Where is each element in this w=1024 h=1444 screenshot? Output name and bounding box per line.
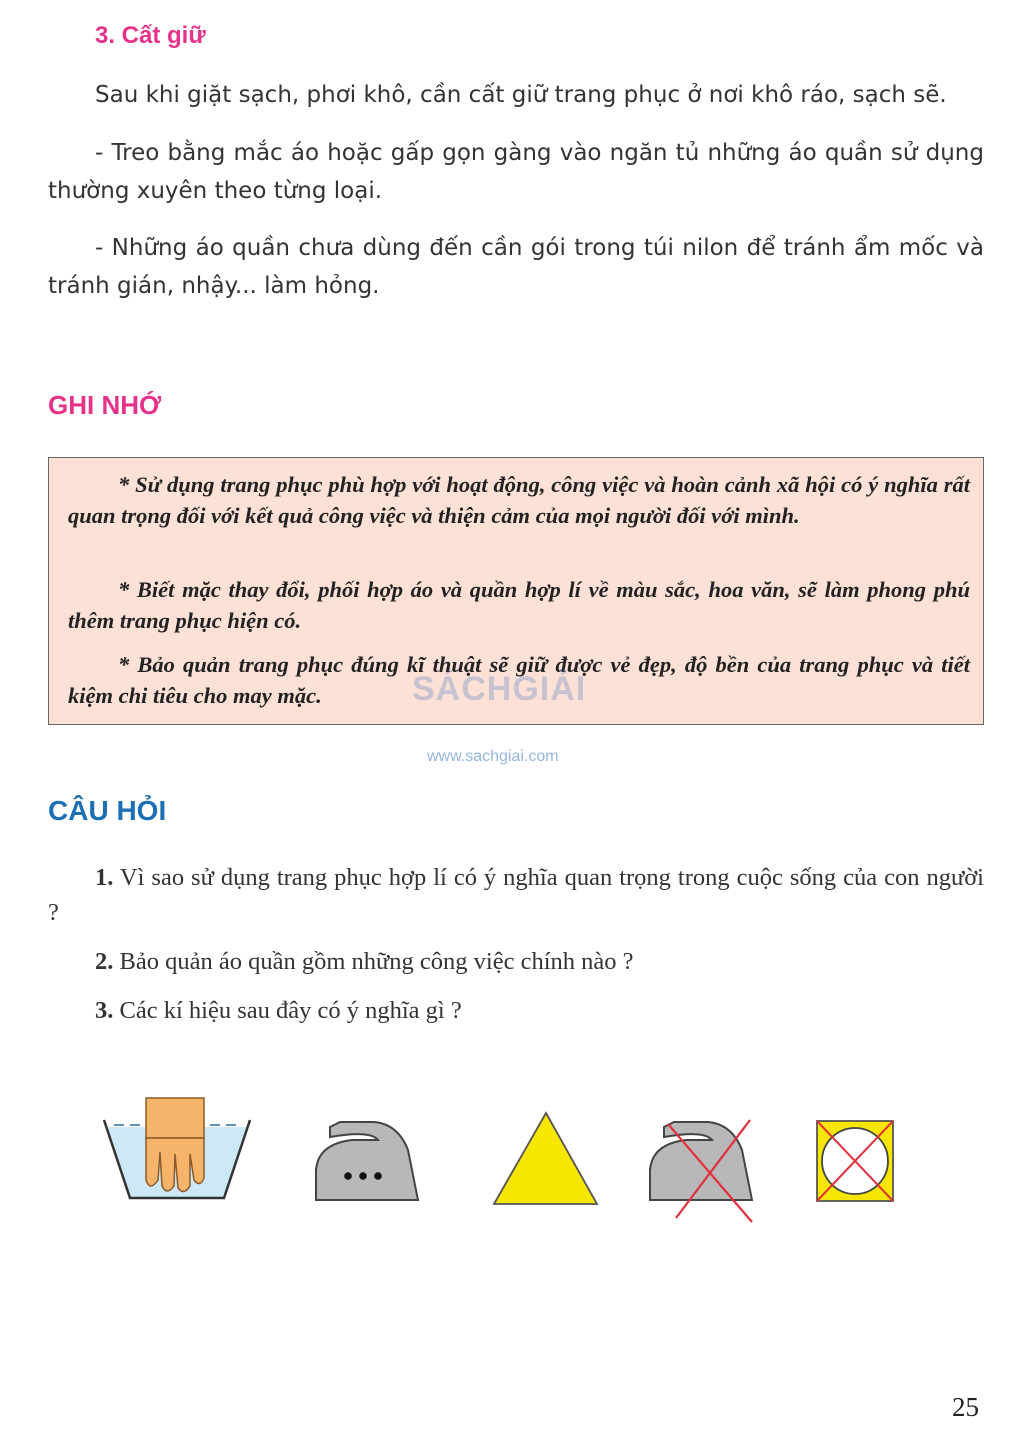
iron-medium-heat-icon <box>316 1122 418 1200</box>
paragraph-hang: - Treo bằng mắc áo hoặc gấp gọn gàng vào ngăn tủ những áo quần sử dụng thường xuyên theo từng loại. <box>48 140 984 204</box>
note-item: * Bảo quản trang phục đúng kĩ thuật sẽ giữ được vẻ đẹp, độ bền của trang phục và tiết kiệm chi tiêu cho may mặc. <box>68 652 970 708</box>
question-text: Vì sao sử dụng trang phục hợp lí có ý nghĩa quan trọng trong cuộc sống của con người ? <box>48 864 984 926</box>
question-number: 1. <box>95 864 114 891</box>
do-not-tumble-dry-icon <box>817 1121 893 1201</box>
question-item <box>95 944 984 979</box>
question-text: Các kí hiệu sau đây có ý nghĩa gì ? <box>119 997 462 1024</box>
paragraph-intro: Sau khi giặt sạch, phơi khô, cần cất giữ trang phục ở nơi khô ráo, sạch sẽ. <box>95 82 947 108</box>
note-item: * Sử dụng trang phục phù hợp với hoạt động, công việc và hoàn cảnh xã hội có ý nghĩa rất quan trọng đối với kết quả công việc và thiện cảm của mọi người đối với mình. <box>68 472 970 528</box>
care-symbols <box>0 1090 1024 1240</box>
section-heading-cat-giu: 3. Cất giữ <box>95 22 206 49</box>
watermark-url: www.sachgiai.com <box>427 748 559 765</box>
section-heading-cau-hoi: CÂU HỎI <box>48 795 167 826</box>
bleach-allowed-icon <box>494 1113 597 1204</box>
question-number: 2. <box>95 948 114 975</box>
question-item <box>95 993 984 1028</box>
question-text: Bảo quản áo quần gồm những công việc chính nào ? <box>119 948 634 975</box>
question-number: 3. <box>95 997 114 1024</box>
paragraph-wrap: - Những áo quần chưa dùng đến cần gói trong túi nilon để tránh ẩm mốc và tránh gián, nhậy... làm hỏng. <box>48 235 984 299</box>
do-not-iron-icon <box>650 1120 752 1222</box>
section-heading-ghi-nho: GHI NHỚ <box>48 390 162 420</box>
watermark-logo: SÁCHGIẢI <box>412 670 587 708</box>
page-number: 25 <box>952 1392 979 1422</box>
hand-wash-icon <box>104 1098 250 1198</box>
note-item: * Biết mặc thay đổi, phối hợp áo và quần hợp lí về màu sắc, hoa văn, sẽ làm phong phú thêm trang phục hiện có. <box>68 577 970 633</box>
question-item <box>48 860 984 930</box>
